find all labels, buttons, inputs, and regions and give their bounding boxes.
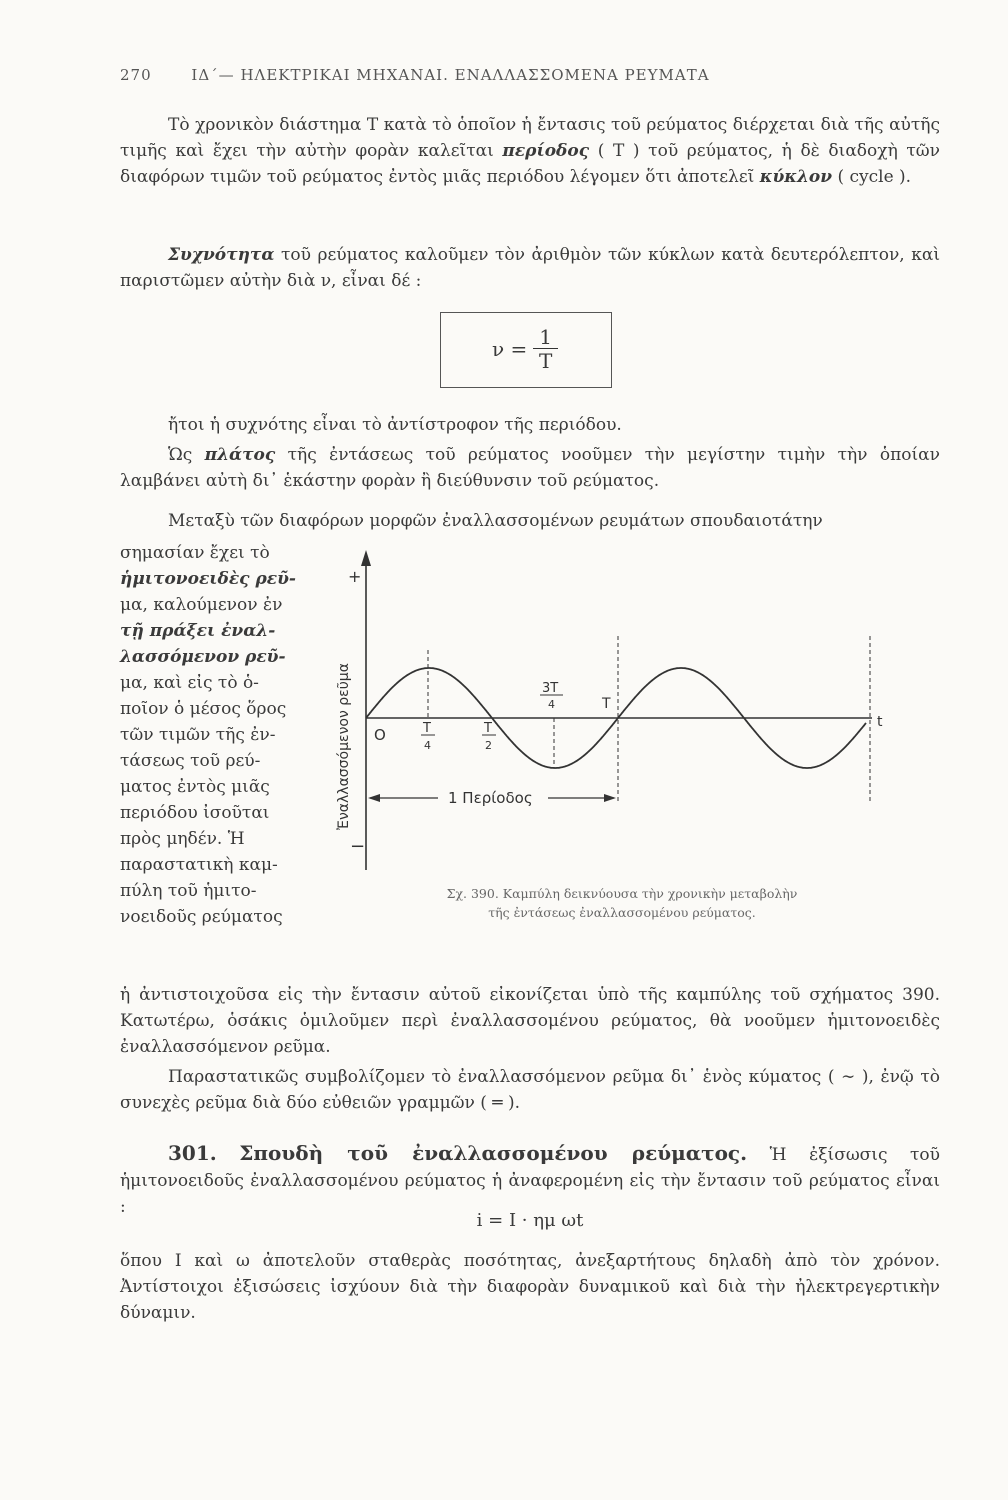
curve-text: ἡ ἀντιστοιχοῦσα εἰς τὴν ἔντασιν αὐτοῦ εἰκονίζεται ὑπὸ τῆς καμπύλης τοῦ σχήματος 390. Κατωτέρω, ὁσάκις ὁμιλοῦμεν περὶ ἐναλλασσομένου ρεύματος, θὰ νοοῦμεν ἡμιτονοειδὲς ἐναλλασσόμενον ρεῦμα. xyxy=(120,985,940,1057)
left-line xyxy=(120,618,310,644)
tick-t2-num: T xyxy=(484,721,492,736)
time-axis-label: t xyxy=(877,714,883,730)
term-amplitude: πλάτος xyxy=(204,445,276,465)
period-text-b: ( Τ ) τοῦ ρεύματος, ἡ δὲ διαδοχὴ τῶν διαφόρων τιμῶν τοῦ ρεύματος ἐντὸς μιᾶς περιόδου λέγομεν ὅτι ἀποτελεῖ xyxy=(120,141,940,187)
left-line: πρὸς μηδέν. Ἡ xyxy=(120,829,245,849)
paragraph-curve xyxy=(120,982,940,1060)
paragraph-constants xyxy=(120,1248,940,1326)
section-number: 301. xyxy=(168,1141,217,1165)
running-title: ΙΔ΄— ΗΛΕΚΤΡΙΚΑΙ ΜΗΧΑΝΑΙ. ΕΝΑΛΛΑΣΣΟΜΕΝΑ ΡΕΥΜΑΤΑ xyxy=(191,66,710,84)
y-axis-arrow xyxy=(361,550,371,566)
paragraph-symbols xyxy=(120,1064,940,1116)
plus-sign: + xyxy=(348,567,362,586)
left-line xyxy=(120,644,310,670)
reciprocal-text: ἤτοι ἡ συχνότης εἶναι τὸ ἀντίστροφον τῆς περιόδου. xyxy=(168,415,622,435)
tick-3t4-num: 3T xyxy=(542,681,559,696)
tick-period-label: T xyxy=(602,696,611,712)
term-sinusoidal: ἡμιτονοειδὲς ρεῦ- xyxy=(120,569,296,589)
paragraph-reciprocal xyxy=(120,412,940,438)
symbols-text: Παραστατικῶς συμβολίζομεν τὸ ἐναλλασσόμενον ρεῦμα δι᾿ ἑνὸς κύματος ( ∼ ), ἐνῷ τὸ συνεχὲς ρεῦμα διὰ δύο εὐθειῶν γραμμῶν ( ═ ). xyxy=(120,1067,940,1113)
sine-wave-figure xyxy=(320,540,940,880)
figure-caption xyxy=(372,884,872,922)
period-text-c: ( cycle ). xyxy=(832,167,912,187)
section-text: Ἡ ἐξίσωσις τοῦ ἡμιτονοειδοῦς ἐναλλασσομένου ρεύματος ἡ ἀναφερομένη εἰς τὴν ἔντασιν τοῦ ρεύματος εἶναι : xyxy=(120,1145,941,1217)
minus-sign: − xyxy=(350,836,366,857)
left-line: τάσεως τοῦ ρεύ- xyxy=(120,751,261,771)
tick-t2-den: 2 xyxy=(485,739,492,752)
left-column-text xyxy=(120,540,310,930)
term-alternating-a: τῇ πράξει ἐναλ- xyxy=(120,621,276,641)
caption-line-2: τῆς ἐντάσεως ἐναλλασσομένου ρεύματος. xyxy=(488,905,756,920)
formula-lhs: ν = xyxy=(491,337,528,361)
left-line: ματος ἐντὸς μιᾶς xyxy=(120,777,270,797)
left-line: πύλη τοῦ ἡμιτο- xyxy=(120,881,257,901)
amplitude-text-b: τῆς ἐντάσεως τοῦ ρεύματος νοοῦμεν τὴν μεγίστην τιμὴν τὴν ὁποίαν λαμβάνει αὐτὴ δι᾿ ἑκάστην φορὰν ἢ διεύθυνσιν τοῦ ρεύματος. xyxy=(120,445,940,491)
left-line: μα, καλούμενον ἐν xyxy=(120,595,283,615)
current-equation: i = I · ημ ωt xyxy=(476,1210,584,1231)
period-label: 1 Περίοδος xyxy=(448,789,533,807)
tick-3t4-den: 4 xyxy=(548,698,555,711)
caption-line-1: Σχ. 390. Καμπύλη δεικνύουσα τὴν χρονικὴν μεταβολὴν xyxy=(446,886,798,901)
formula-denominator: T xyxy=(538,348,553,373)
term-cycle: κύκλον xyxy=(759,167,833,187)
frequency-formula xyxy=(440,312,610,386)
page-number: 270 xyxy=(120,66,152,84)
left-line: παραστατικὴ καμ- xyxy=(120,855,278,875)
sinusoidal-intro-text: Μεταξὺ τῶν διαφόρων μορφῶν ἐναλλασσομένων ρευμάτων σπουδαιοτάτην xyxy=(168,511,823,531)
left-line: τῶν τιμῶν τῆς ἐν- xyxy=(120,725,276,745)
paragraph-sinusoidal-intro xyxy=(120,508,940,534)
y-axis-label: Ἐναλλασσόμενον ρεῦμα xyxy=(336,663,352,830)
amplitude-text-a: Ὡς xyxy=(168,445,205,465)
tick-t4-den: 4 xyxy=(424,739,431,752)
term-frequency: Συχνότητα xyxy=(168,245,275,265)
paragraph-amplitude xyxy=(120,442,940,494)
left-line: σημασίαν ἔχει τὸ xyxy=(120,543,270,563)
section-title: Σπουδὴ τοῦ ἐναλλασσομένου ρεύματος. xyxy=(239,1141,748,1165)
constants-text: ὅπου I καὶ ω ἀποτελοῦν σταθερὰς ποσότητας, ἀνεξαρτήτους δηλαδὴ ἀπὸ τὸν χρόνον. Ἀντίστοιχοι ἐξισώσεις ἰσχύουν διὰ τὴν διαφορὰν δυναμικοῦ καὶ διὰ τὴν ἠλεκτρεγερτικὴν δύναμιν. xyxy=(120,1251,940,1323)
origin-label: O xyxy=(374,726,386,744)
period-arrow-left xyxy=(368,794,380,802)
tick-t4-num: T xyxy=(423,721,431,736)
left-line: μα, καὶ εἰς τὸ ὁ- xyxy=(120,673,259,693)
period-text-a: Τὸ χρονικὸν διάστημα Τ κατὰ τὸ ὁποῖον ἡ ἔντασις τοῦ ρεύματος διέρχεται διὰ τῆς αὐτῆς τιμῆς καὶ ἔχει τὴν αὐτὴν φορὰν καλεῖται xyxy=(120,115,940,161)
running-header xyxy=(120,66,710,84)
formula-fraction xyxy=(533,326,558,373)
section-301 xyxy=(120,1140,940,1220)
paragraph-frequency xyxy=(120,242,940,294)
left-line xyxy=(120,566,310,592)
term-alternating-b: λασσόμενον ρεῦ- xyxy=(120,647,286,667)
paragraph-period xyxy=(120,112,940,190)
period-arrow-right xyxy=(604,794,616,802)
left-line: περιόδου ἰσοῦται xyxy=(120,803,270,823)
left-line: νοειδοῦς ρεύματος xyxy=(120,907,283,927)
formula-numerator: 1 xyxy=(533,326,558,349)
frequency-text: τοῦ ρεύματος καλοῦμεν τὸν ἀριθμὸν τῶν κύκλων κατὰ δευτερόλεπτον, καὶ παριστῶμεν αὐτὴν διὰ ν, εἶναι δέ : xyxy=(120,245,940,291)
left-line: ποῖον ὁ μέσος ὅρος xyxy=(120,699,287,719)
term-period: περίοδος xyxy=(502,141,590,161)
